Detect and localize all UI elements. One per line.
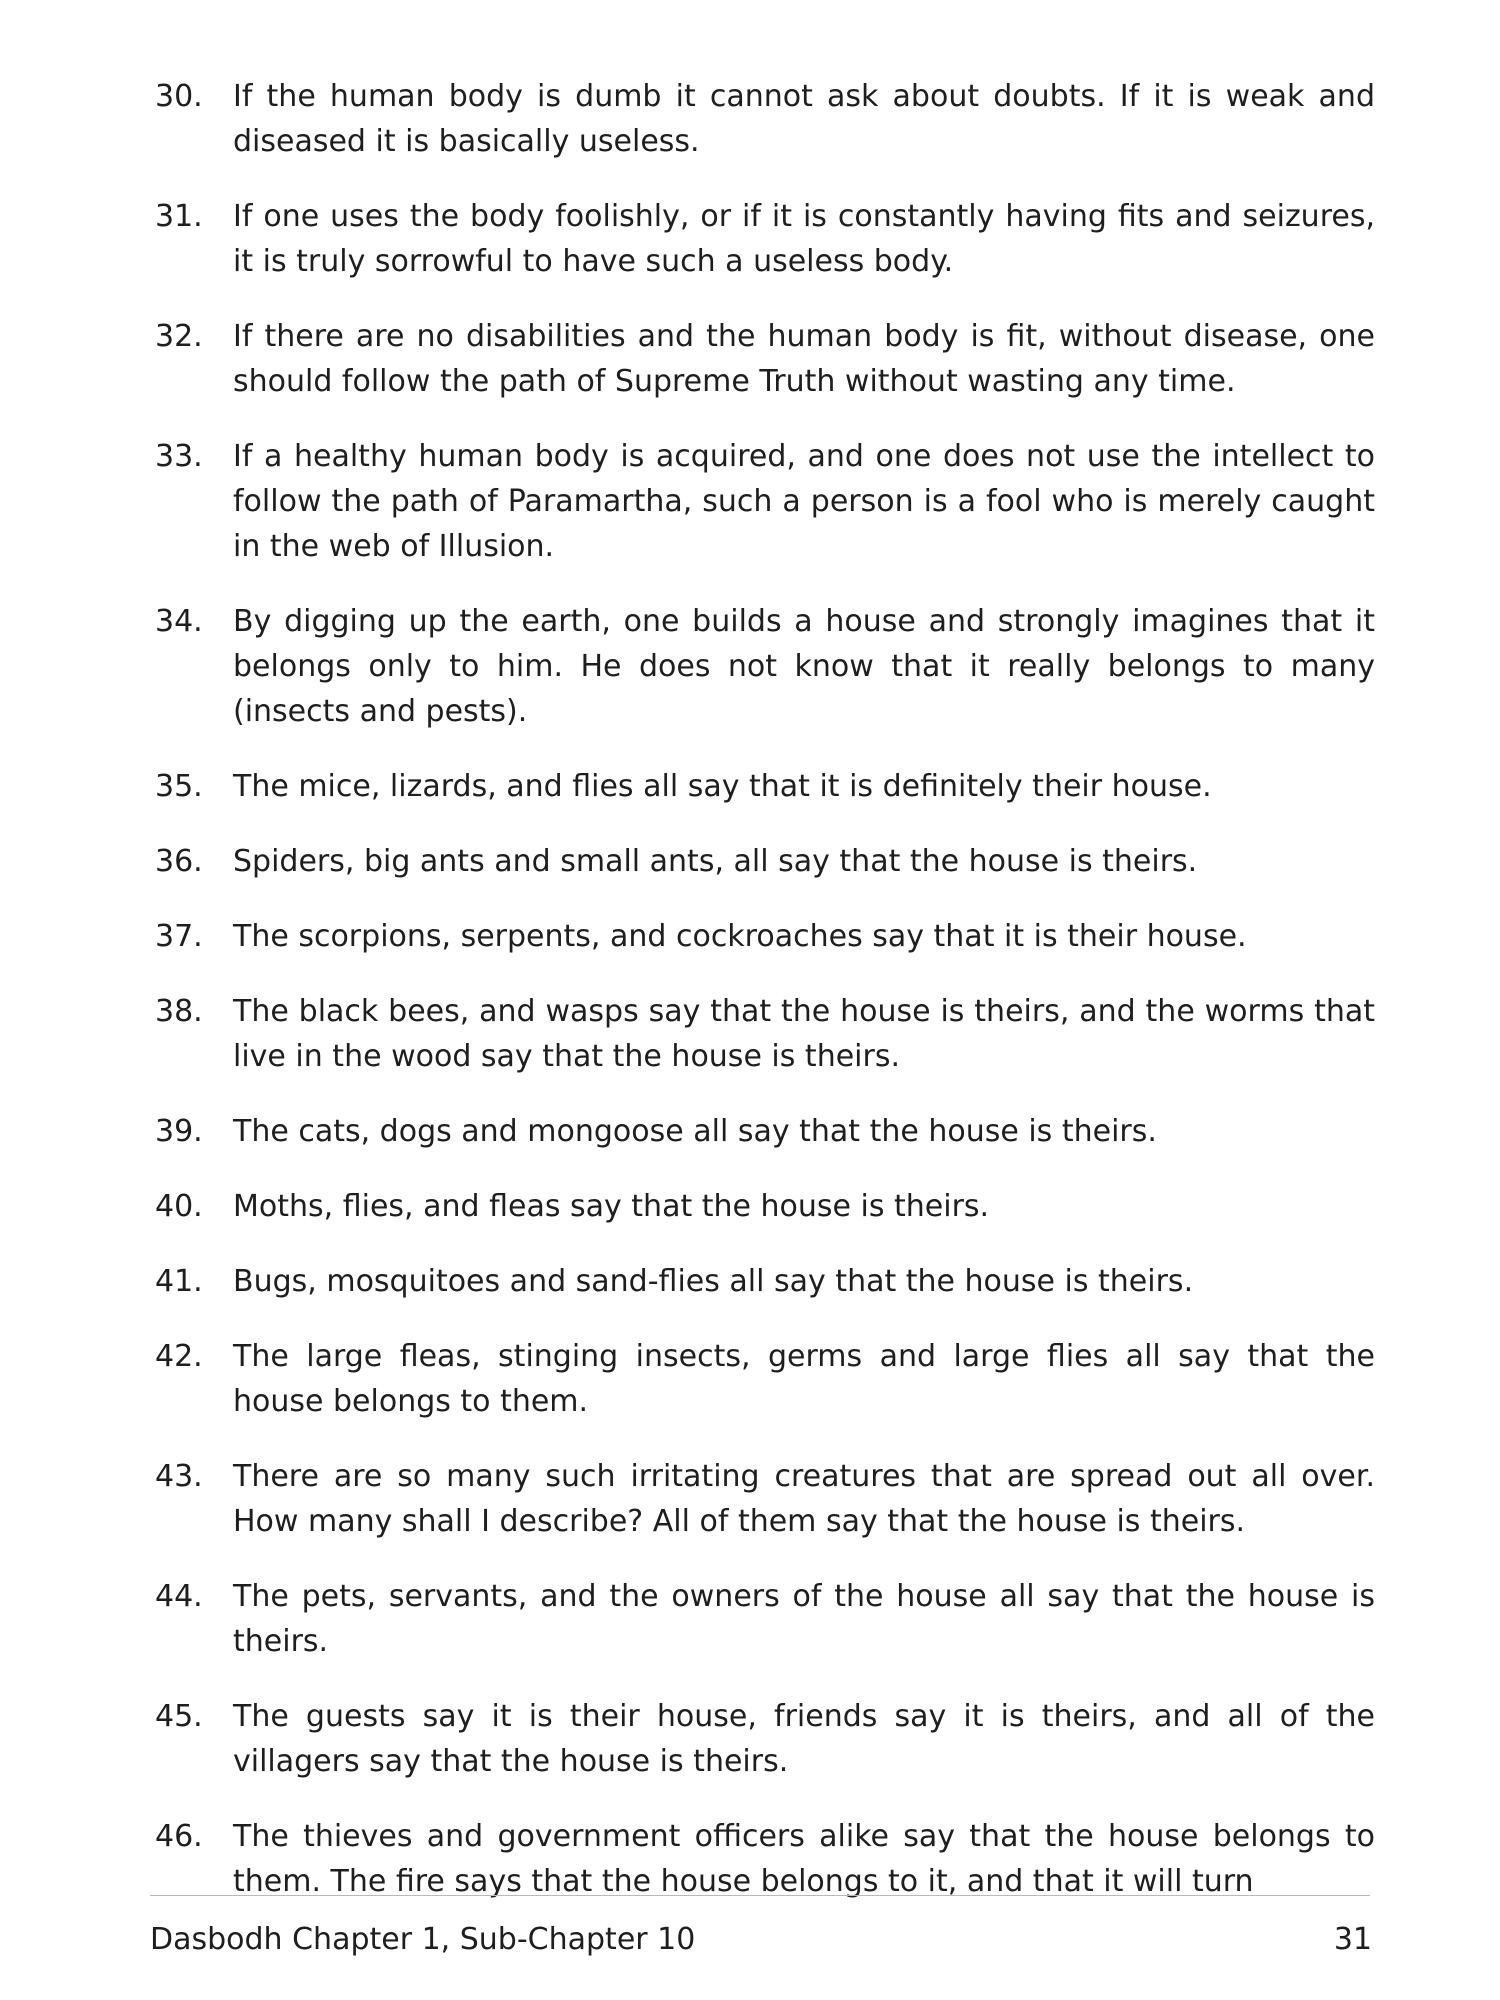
- verse-item: [155, 194, 1375, 284]
- verse-item: [155, 989, 1375, 1079]
- verse-item: [155, 74, 1375, 164]
- verse-item: [155, 764, 1375, 809]
- verse-number: 43.: [155, 1459, 203, 1494]
- verse-number: 46.: [155, 1819, 203, 1854]
- verse-number: 33.: [155, 439, 203, 474]
- verse-number: 35.: [155, 769, 203, 804]
- verse-number: 38.: [155, 994, 203, 1029]
- verse-text: If the human body is dumb it cannot ask about doubts. If it is weak and diseased it is basically useless.: [233, 79, 1375, 159]
- verse-item: [155, 599, 1375, 734]
- verse-text: The mice, lizards, and flies all say that it is definitely their house.: [233, 769, 1212, 804]
- verse-item: [155, 1574, 1375, 1664]
- page-number: 31: [1333, 1922, 1372, 1957]
- verse-text: The cats, dogs and mongoose all say that the house is theirs.: [233, 1114, 1157, 1149]
- verse-item: [155, 434, 1375, 569]
- verse-number: 34.: [155, 604, 203, 639]
- verse-text: If one uses the body foolishly, or if it is constantly having fits and seizures, it is truly sorrowful to have such a useless body.: [233, 199, 1375, 279]
- verse-text: The black bees, and wasps say that the house is theirs, and the worms that live in the wood say that the house is theirs.: [233, 994, 1375, 1074]
- verse-number: 37.: [155, 919, 203, 954]
- verse-number: 40.: [155, 1189, 203, 1224]
- verse-item: [155, 1454, 1375, 1544]
- verse-number: 44.: [155, 1579, 203, 1614]
- verse-number: 41.: [155, 1264, 203, 1299]
- verse-number: 36.: [155, 844, 203, 879]
- verse-text: By digging up the earth, one builds a house and strongly imagines that it belongs only to him. He does not know that it really belongs to many (insects and pests).: [233, 604, 1375, 729]
- verse-text: The thieves and government officers alike say that the house belongs to them. The fire says that the house belongs to it, and that it will turn: [233, 1819, 1375, 1899]
- verse-text: The pets, servants, and the owners of the house all say that the house is theirs.: [233, 1579, 1375, 1659]
- verse-text: The scorpions, serpents, and cockroaches say that it is their house.: [233, 919, 1247, 954]
- verse-item: [155, 839, 1375, 884]
- verse-item: [155, 1109, 1375, 1154]
- verse-item: [155, 1184, 1375, 1229]
- verse-number: 30.: [155, 79, 203, 114]
- footer-chapter-title: Dasbodh Chapter 1, Sub-Chapter 10: [150, 1922, 696, 1957]
- verse-number: 39.: [155, 1114, 203, 1149]
- verse-text: If a healthy human body is acquired, and one does not use the intellect to follow the path of Paramartha, such a person is a fool who is merely caught in the web of Illusion.: [233, 439, 1375, 564]
- verse-text: If there are no disabilities and the human body is fit, without disease, one should follow the path of Supreme Truth without wasting any time.: [233, 319, 1375, 399]
- verse-item: [155, 914, 1375, 959]
- verse-item: [155, 314, 1375, 404]
- verse-item: [155, 1814, 1375, 1904]
- verse-text: The large fleas, stinging insects, germs and large flies all say that the house belongs to them.: [233, 1339, 1375, 1419]
- verse-number: 42.: [155, 1339, 203, 1374]
- verse-text: There are so many such irritating creatures that are spread out all over. How many shall I describe? All of them say that the house is theirs.: [233, 1459, 1375, 1539]
- verse-item: [155, 1334, 1375, 1424]
- verse-number: 45.: [155, 1699, 203, 1734]
- verse-text: Moths, flies, and fleas say that the house is theirs.: [233, 1189, 990, 1224]
- footer-divider: [150, 1895, 1370, 1896]
- verse-text: Bugs, mosquitoes and sand-flies all say that the house is theirs.: [233, 1264, 1194, 1299]
- verse-text: Spiders, big ants and small ants, all say that the house is theirs.: [233, 844, 1198, 879]
- verse-number: 32.: [155, 319, 203, 354]
- verse-text: The guests say it is their house, friends say it is theirs, and all of the villagers say that the house is theirs.: [233, 1699, 1375, 1779]
- verse-item: [155, 1259, 1375, 1304]
- verse-item: [155, 1694, 1375, 1784]
- verse-list: [155, 74, 1375, 1934]
- verse-number: 31.: [155, 199, 203, 234]
